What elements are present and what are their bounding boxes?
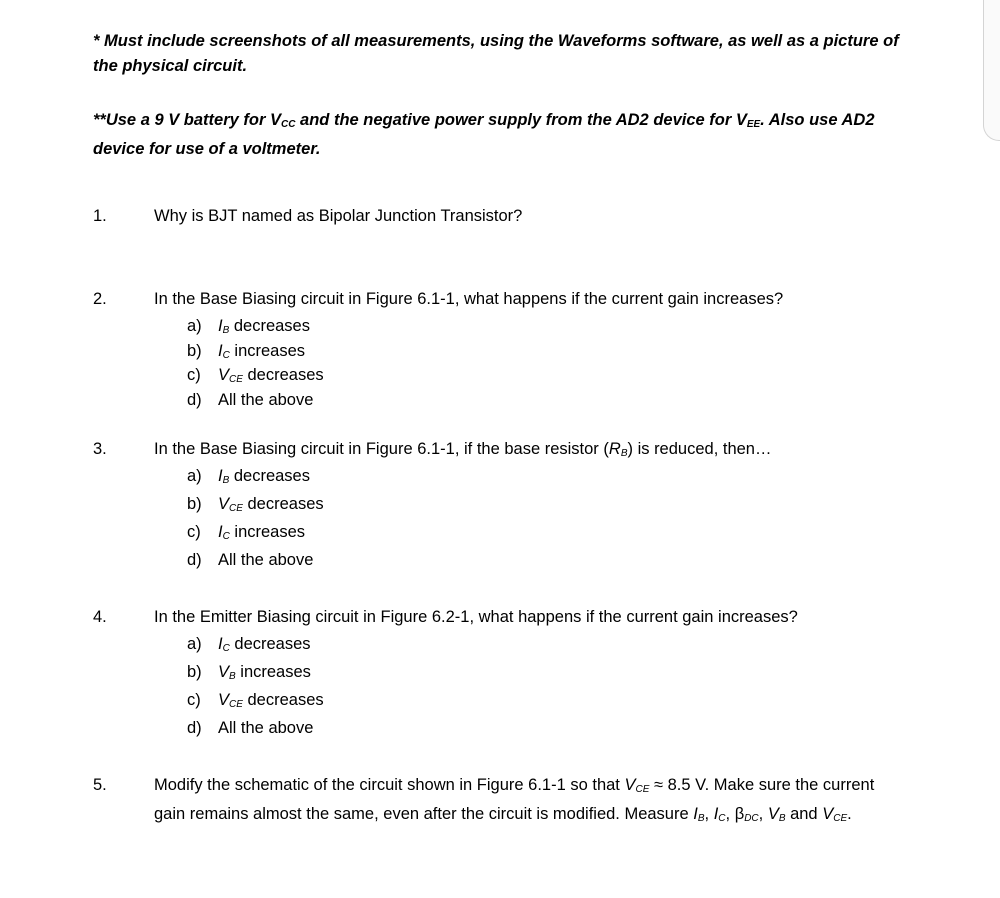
- question-text: Why is BJT named as Bipolar Junction Transistor?: [154, 207, 523, 225]
- question-number: 4.: [93, 608, 107, 626]
- question-number: 3.: [93, 440, 107, 458]
- note-screenshots: * Must include screenshots of all measurements, using the Waveforms software, as well as a picture of the physical circuit.: [93, 32, 899, 75]
- question-text: In the Base Biasing circuit in Figure 6.1-1, if the base resistor $(R_B)$ is reduced, then…: [154, 440, 772, 459]
- question-text: Modify the schematic of the circuit shown in Figure 6.1-1 so that $V_{CE} \approx 8.5$ V. Make sure the current gain remains almost the same, even after the circuit is modified. Measure $I_B$, $I_C$, $\beta_{DC}$, $V_B$ and $V_{CE}$.: [154, 776, 875, 824]
- question-number: 5.: [93, 776, 107, 794]
- document-page: * Must include screenshots of all measurements, using the Waveforms software, as well as a picture of the physical circuit. **Use a 9 V battery for $V_{CC}$ and the negative power supply from the AD2 device for $V_{EE}$. Also use AD2 device for use of a voltmeter. 1. Why is BJT named as Bipolar Junction Transistor? 2. In the Base Biasing circuit in Figure 6.1-1, what happens if the current gain increases? a) $I_B$ decreases b) $I_C$ increases c) $V_{CE}$ decreases d) All the above 3. In the Base Biasing circuit in Figure 6.1-1, if the base resistor $(R_B)$ is reduced, then… a) $I_B$ decreases b) $V_{CE}$ decreases c) $I_C$ increases d) All the above 4. In the Emitter Biasing circuit in Figure 6.2-1, what happens if the current gain increases? a) $I_C$ decreases b) $V_B$ increases c) $V_{CE}$ decreases d) All the above 5. Modify the schematic of the circuit shown in Figure 6.1-1 so that $V_{CE} \approx 8.5$ V. Make sure the current gain remains almost the same, even after the circuit is modified. Measure $I_B$, $I_C$, $\beta_{DC}$, $V_B$ and $V_{CE}$.: [0, 0, 1000, 898]
- question-text: In the Base Biasing circuit in Figure 6.1-1, what happens if the current gain increases?: [154, 290, 784, 308]
- page-edge-scroll: [983, 0, 1000, 141]
- question-number: 1.: [93, 207, 107, 225]
- question-text: In the Emitter Biasing circuit in Figure 6.2-1, what happens if the current gain increases?: [154, 608, 798, 626]
- question-number: 2.: [93, 290, 107, 308]
- note-battery: **Use a 9 V battery for $V_{CC}$ and the negative power supply from the AD2 device for $V_{EE}$. Also use AD2 device for use of a voltmeter.: [93, 111, 875, 158]
